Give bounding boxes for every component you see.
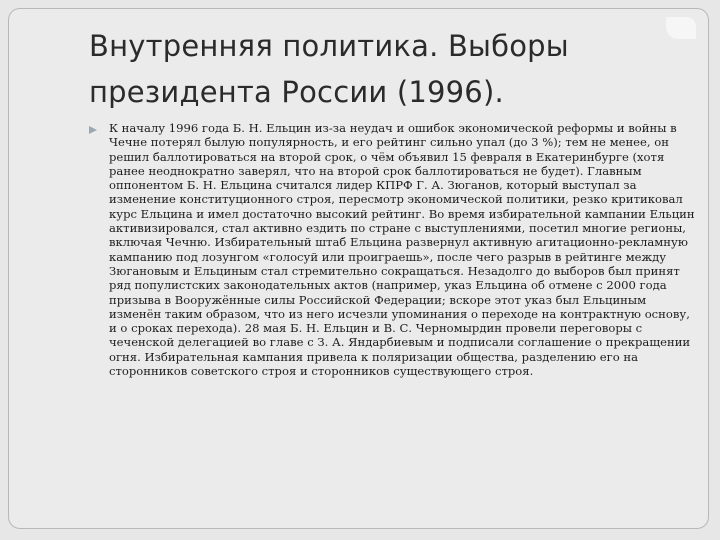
slide [8, 8, 709, 529]
body-paragraph: К началу 1996 года Б. Н. Ельцин из-за неудач и ошибок экономической реформы и войны в Чечне потерял былую популярность, и его рейтинг сильно упал (до 3 %); тем не менее, он решил баллотироваться на второй срок, о чём объявил 15 февраля в Екатеринбурге (хотя ранее неоднократно заверял, что на второй срок баллотироваться не будет). Главным оппонентом Б. Н. Ельцина считался лидер КПРФ Г. А. Зюганов, который выступал за изменение конституционного строя, пересмотр экономической политики, резко критиковал курс Ельцина и имел достаточно высокий рейтинг. Во время избирательной кампании Ельцин активизировался, стал активно ездить по стране с выступлениями, посетил многие регионы, включая Чечню. Избирательный штаб Ельцина развернул активную агитационно-рекламную кампанию под лозунгом «голосуй или проиграешь», после чего разрыв в рейтинге между Зюгановым и Ельциным стал стремительно сокращаться. Незадолго до выборов был принят ряд популистских законодательных актов (например, указ Ельцина об отмене с 2000 года призыва в Вооружённые силы Российской Федерации; вскоре этот указ был Ельциным изменён таким образом, что из него исчезли упоминания о переходе на контрактную основу, и о сроках перехода). 28 мая Б. Н. Ельцин и В. С. Черномырдин провели переговоры с чеченской делегацией во главе с З. А. Яндарбиевым и подписали соглашение о прекращении огня. Избирательная кампания привела к поляризации общества, разделению его на сторонников советского строя и сторонников существующего строя. [109, 121, 695, 379]
slide-content [89, 121, 701, 378]
slide-title: Внутренняя политика. Выборы президента России (1996). [89, 29, 569, 109]
triangle-bullet-icon [89, 126, 97, 134]
